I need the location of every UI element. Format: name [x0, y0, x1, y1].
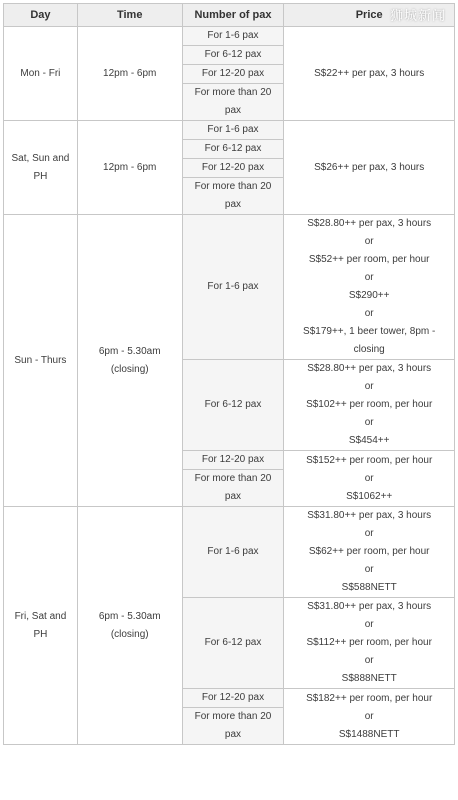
price-line: S$22++ per pax, 3 hours	[314, 67, 425, 79]
price-line: S$1488NETT	[338, 728, 400, 740]
table-body	[4, 27, 455, 745]
day-cell: Mon - Fri	[4, 27, 78, 121]
pax-cell	[182, 159, 284, 178]
pax-cell	[182, 84, 284, 121]
price-cell	[284, 507, 455, 598]
table-row	[4, 121, 455, 140]
pax-cell	[182, 470, 284, 507]
price-line: or	[364, 308, 374, 319]
table-row	[4, 507, 455, 598]
pax-line: For 12-20 pax	[201, 68, 265, 79]
pax-cell	[182, 451, 284, 470]
time-line: 12pm - 6pm	[103, 67, 157, 79]
table-row	[4, 27, 455, 46]
time-line: (closing)	[110, 363, 149, 375]
time-cell	[77, 507, 182, 745]
pax-cell	[182, 140, 284, 159]
watermark: 狮城新闻	[389, 9, 446, 24]
price-line: S$888NETT	[341, 673, 397, 684]
header-pax: Number of pax	[182, 4, 284, 27]
price-line: S$62++ per room, per hour	[308, 546, 430, 557]
price-line: S$152++ per room, per hour	[306, 454, 433, 466]
pax-cell	[182, 708, 284, 745]
pax-cell	[182, 360, 284, 451]
price-line: or	[364, 272, 374, 283]
price-line: S$52++ per room, per hour	[308, 254, 430, 265]
pax-cell	[182, 178, 284, 215]
price-cell	[284, 598, 455, 689]
pax-line: pax	[224, 729, 242, 740]
pax-line: pax	[224, 199, 242, 210]
price-line: S$26++ per pax, 3 hours	[314, 161, 425, 173]
pax-cell	[182, 27, 284, 46]
pax-line: For more than 20	[194, 473, 272, 484]
price-line: S$182++ per room, per hour	[306, 692, 433, 704]
price-line: S$588NETT	[341, 582, 397, 593]
time-cell	[77, 121, 182, 215]
price-line: S$28.80++ per pax, 3 hours	[307, 363, 432, 374]
day-cell: Sun - Thurs	[4, 215, 78, 507]
price-line: or	[364, 655, 374, 666]
price-line: S$1062++	[346, 490, 393, 502]
price-cell	[284, 360, 455, 451]
price-line: or	[364, 619, 374, 630]
pax-line: For 12-20 pax	[201, 454, 265, 465]
price-line: or	[364, 528, 374, 539]
pax-line: For more than 20	[194, 87, 272, 98]
price-line: S$179++, 1 beer tower, 8pm -	[303, 326, 436, 337]
pax-line: For 1-6 pax	[207, 546, 259, 557]
price-line: S$31.80++ per pax, 3 hours	[307, 510, 432, 521]
price-line: or	[364, 417, 374, 428]
pax-cell	[182, 689, 284, 708]
price-cell	[284, 451, 455, 507]
price-cell	[284, 27, 455, 121]
pax-line: For 6-12 pax	[204, 637, 262, 648]
price-cell	[284, 689, 455, 745]
pax-cell	[182, 121, 284, 140]
pax-line: For 12-20 pax	[201, 692, 265, 703]
pax-line: For more than 20	[194, 181, 272, 192]
day-cell: Sat, Sun and PH	[4, 121, 78, 215]
price-line: S$102++ per room, per hour	[306, 399, 433, 410]
pax-cell	[182, 215, 284, 360]
price-line: S$28.80++ per pax, 3 hours	[307, 218, 432, 229]
pax-line: For more than 20	[194, 711, 272, 722]
pax-line: For 12-20 pax	[201, 162, 265, 173]
price-line: or	[364, 564, 374, 575]
price-line: closing	[353, 344, 385, 355]
header-row	[4, 4, 455, 27]
pax-line: pax	[224, 491, 242, 502]
time-line: 6pm - 5.30am	[98, 610, 161, 622]
day-cell: Fri, Sat and PH	[4, 507, 78, 745]
time-cell	[77, 27, 182, 121]
price-line: or	[364, 236, 374, 247]
time-line: 6pm - 5.30am	[98, 345, 161, 357]
pax-line: pax	[224, 105, 242, 116]
time-line: (closing)	[110, 628, 149, 640]
price-cell	[284, 121, 455, 215]
time-cell	[77, 215, 182, 507]
price-line: S$31.80++ per pax, 3 hours	[307, 601, 432, 612]
header-day: Day	[4, 4, 78, 27]
header-price: Price	[284, 4, 455, 27]
pricing-table	[3, 3, 455, 745]
pax-cell	[182, 46, 284, 65]
price-line: or	[364, 472, 374, 484]
pax-line: For 1-6 pax	[207, 124, 259, 135]
price-line: S$454++	[348, 435, 390, 446]
price-line: or	[364, 381, 374, 392]
table-row	[4, 215, 455, 360]
price-line: S$290++	[348, 290, 390, 301]
pax-line: For 1-6 pax	[207, 30, 259, 41]
pax-cell	[182, 65, 284, 84]
pax-line: For 6-12 pax	[204, 49, 262, 60]
pax-cell	[182, 598, 284, 689]
price-line: S$112++ per room, per hour	[306, 637, 432, 648]
price-cell	[284, 215, 455, 360]
pax-line: For 1-6 pax	[207, 281, 259, 292]
pax-line: For 6-12 pax	[204, 399, 262, 410]
header-time: Time	[77, 4, 182, 27]
pax-line: For 6-12 pax	[204, 143, 262, 154]
pax-cell	[182, 507, 284, 598]
time-line: 12pm - 6pm	[103, 161, 157, 173]
price-line: or	[364, 710, 374, 722]
